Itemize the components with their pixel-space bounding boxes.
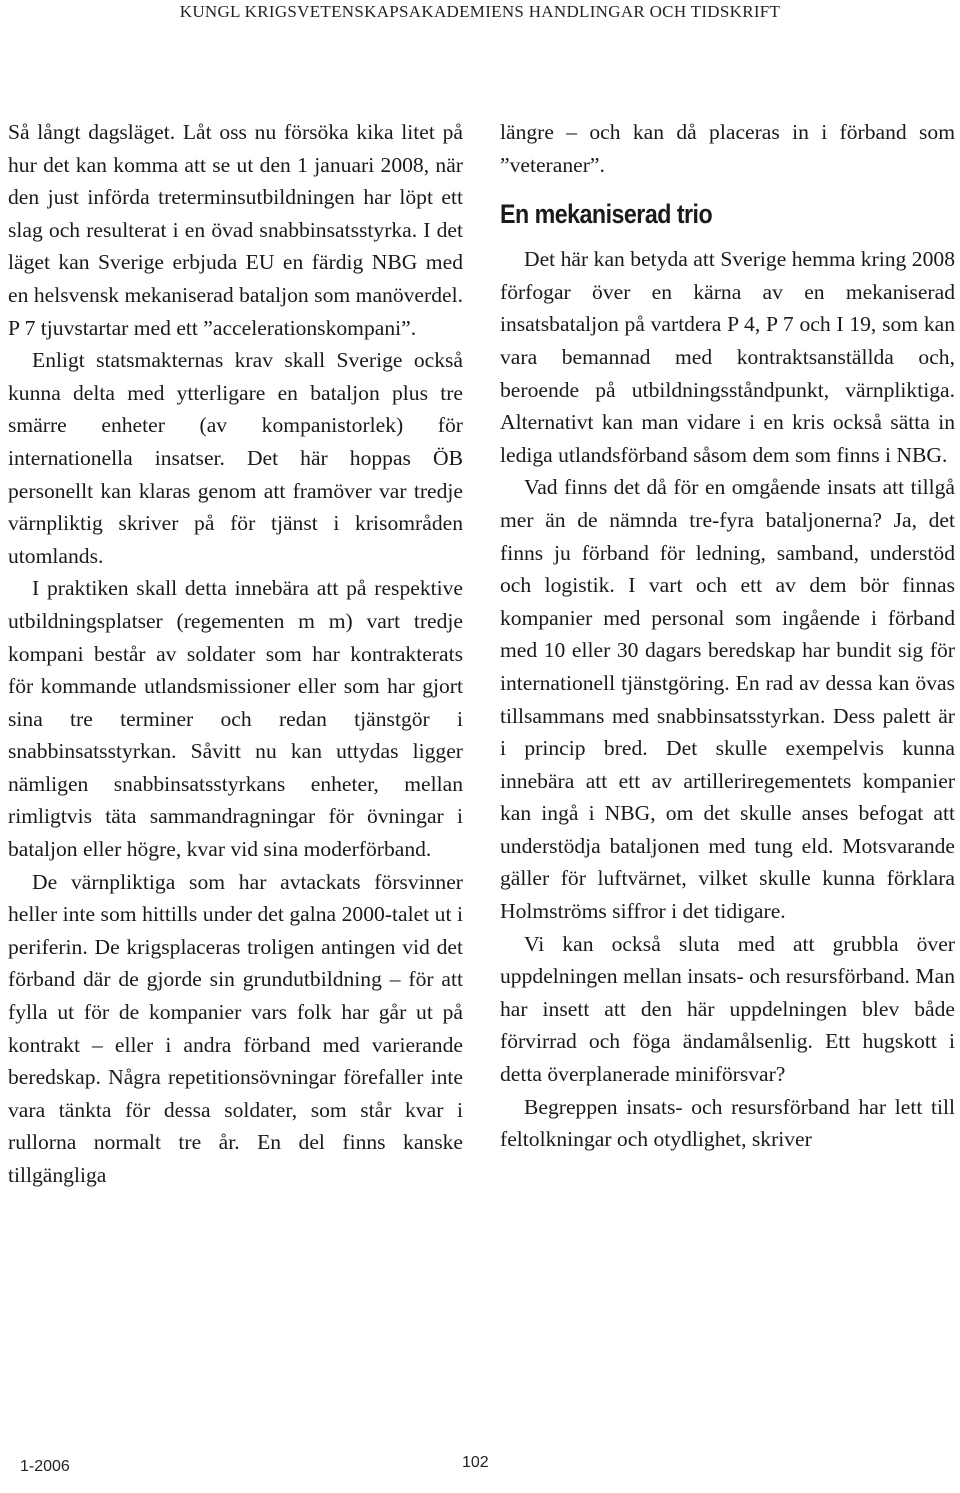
right-column <box>500 116 955 1156</box>
page-number: 102 <box>462 1454 489 1471</box>
paragraph: Det här kan betyda att Sverige hemma kring 2008 förfogar över en kärna av en mekaniserad insatsbataljon på vartdera P 4, P 7 och I 19, som kan vara bemannad med kontraktsanställda och, beroende på utbildningsståndpunkt, värnpliktiga. Alternativt kan man vidare i en kris också sätta in lediga utlandsförband såsom dem som finns i NBG. <box>500 247 955 467</box>
paragraph: Så långt dagsläget. Låt oss nu försöka kika litet på hur det kan komma att se ut den 1 januari 2008, när den just införda treterminsutbildningen har löpt ett slag och resulterat i en övad snabbinsatsstyrka. I det läget kan Sverige erbjuda EU en färdig NBG med en helsvensk mekaniserad bataljon som manöverdel. P 7 tjuvstartar med ett ”accelerationskompani”. <box>8 120 463 340</box>
paragraph: De värnpliktiga som har avtackats försvinner heller inte som hittills under det galna 2000-talet ut i periferin. De krigsplaceras troligen antingen vid det förband där de gjorde sin grundutbildning – för att fylla ut för de kompanier vars folk har går ut på kontrakt – eller i andra förband med varierande beredskap. Några repetitionsövningar förefaller inte vara tänkta för dessa soldater, som står kvar i rullorna normalt tre år. En del finns kanske tillgängliga <box>8 869 463 1187</box>
paragraph: Vad finns det då för en omgående insats att tillgå mer än de nämnda tre-fyra bataljonerna? Ja, det finns ju förband för ledning, samband, understöd och logistik. I vart och ett av dem bör finnas kompanier med personal som ingående i förband med 10 eller 30 dagars beredskap har bundit sig för internationell tjänstgöring. En rad av dessa kan övas tillsammans med snabbinsatsstyrkan. Dess palett är i princip bred. Det skulle exempelvis kunna innebära att ett av artilleriregementets kompanier kan ingå i NBG, om det skulle anses befogat att understödja bataljonen med tung eld. Motsvarande gäller för luftvärnet, vilket skulle kunna förklara Holmströms siffror i det tidigare. <box>500 475 955 924</box>
paragraph: Begreppen insats- och resursförband har lett till feltolkningar och otydlighet, skriver <box>500 1094 955 1152</box>
left-column <box>8 116 463 1192</box>
paragraph: Vi kan också sluta med att grubbla över uppdelningen mellan insats- och resursförband. Man har insett att den här uppdelningen blev både förvirrad och föga ändamålsenlig. Ett hugskott i detta överplanerade miniförsvar? <box>500 931 955 1087</box>
paragraph: I praktiken skall detta innebära att på respektive utbildningsplatser (regementen m m) vart tredje kompani består av soldater som har kontrakterats för kommande utlandsmissioner eller som har gjort sina tre terminer och redan tjänstgör i snabbinsatsstyrkan. Såvitt nu kan uttydas ligger nämligen snabbinsatsstyrkans enheter, mellan rimligtvis täta sammandragningar för övningar i bataljon eller högre, kvar vid sina moderförband. <box>8 576 463 862</box>
section-heading: En mekaniserad trio <box>500 199 713 230</box>
paragraph: längre – och kan då placeras in i förband som ”veteraner”. <box>500 120 955 177</box>
running-header: KUNGL KRIGSVETENSKAPSAKADEMIENS HANDLINGAR OCH TIDSKRIFT <box>179 2 781 21</box>
issue-label: 1-2006 <box>20 1458 70 1475</box>
paragraph: Enligt statsmakternas krav skall Sverige också kunna delta med ytterligare en bataljon plus tre smärre enheter (av kompanistorlek) för internationella insatser. Det här hoppas ÖB personellt kan klaras genom att framöver var tredje värnpliktig skriver på för tjänst i krisområden utomlands. <box>8 348 463 568</box>
